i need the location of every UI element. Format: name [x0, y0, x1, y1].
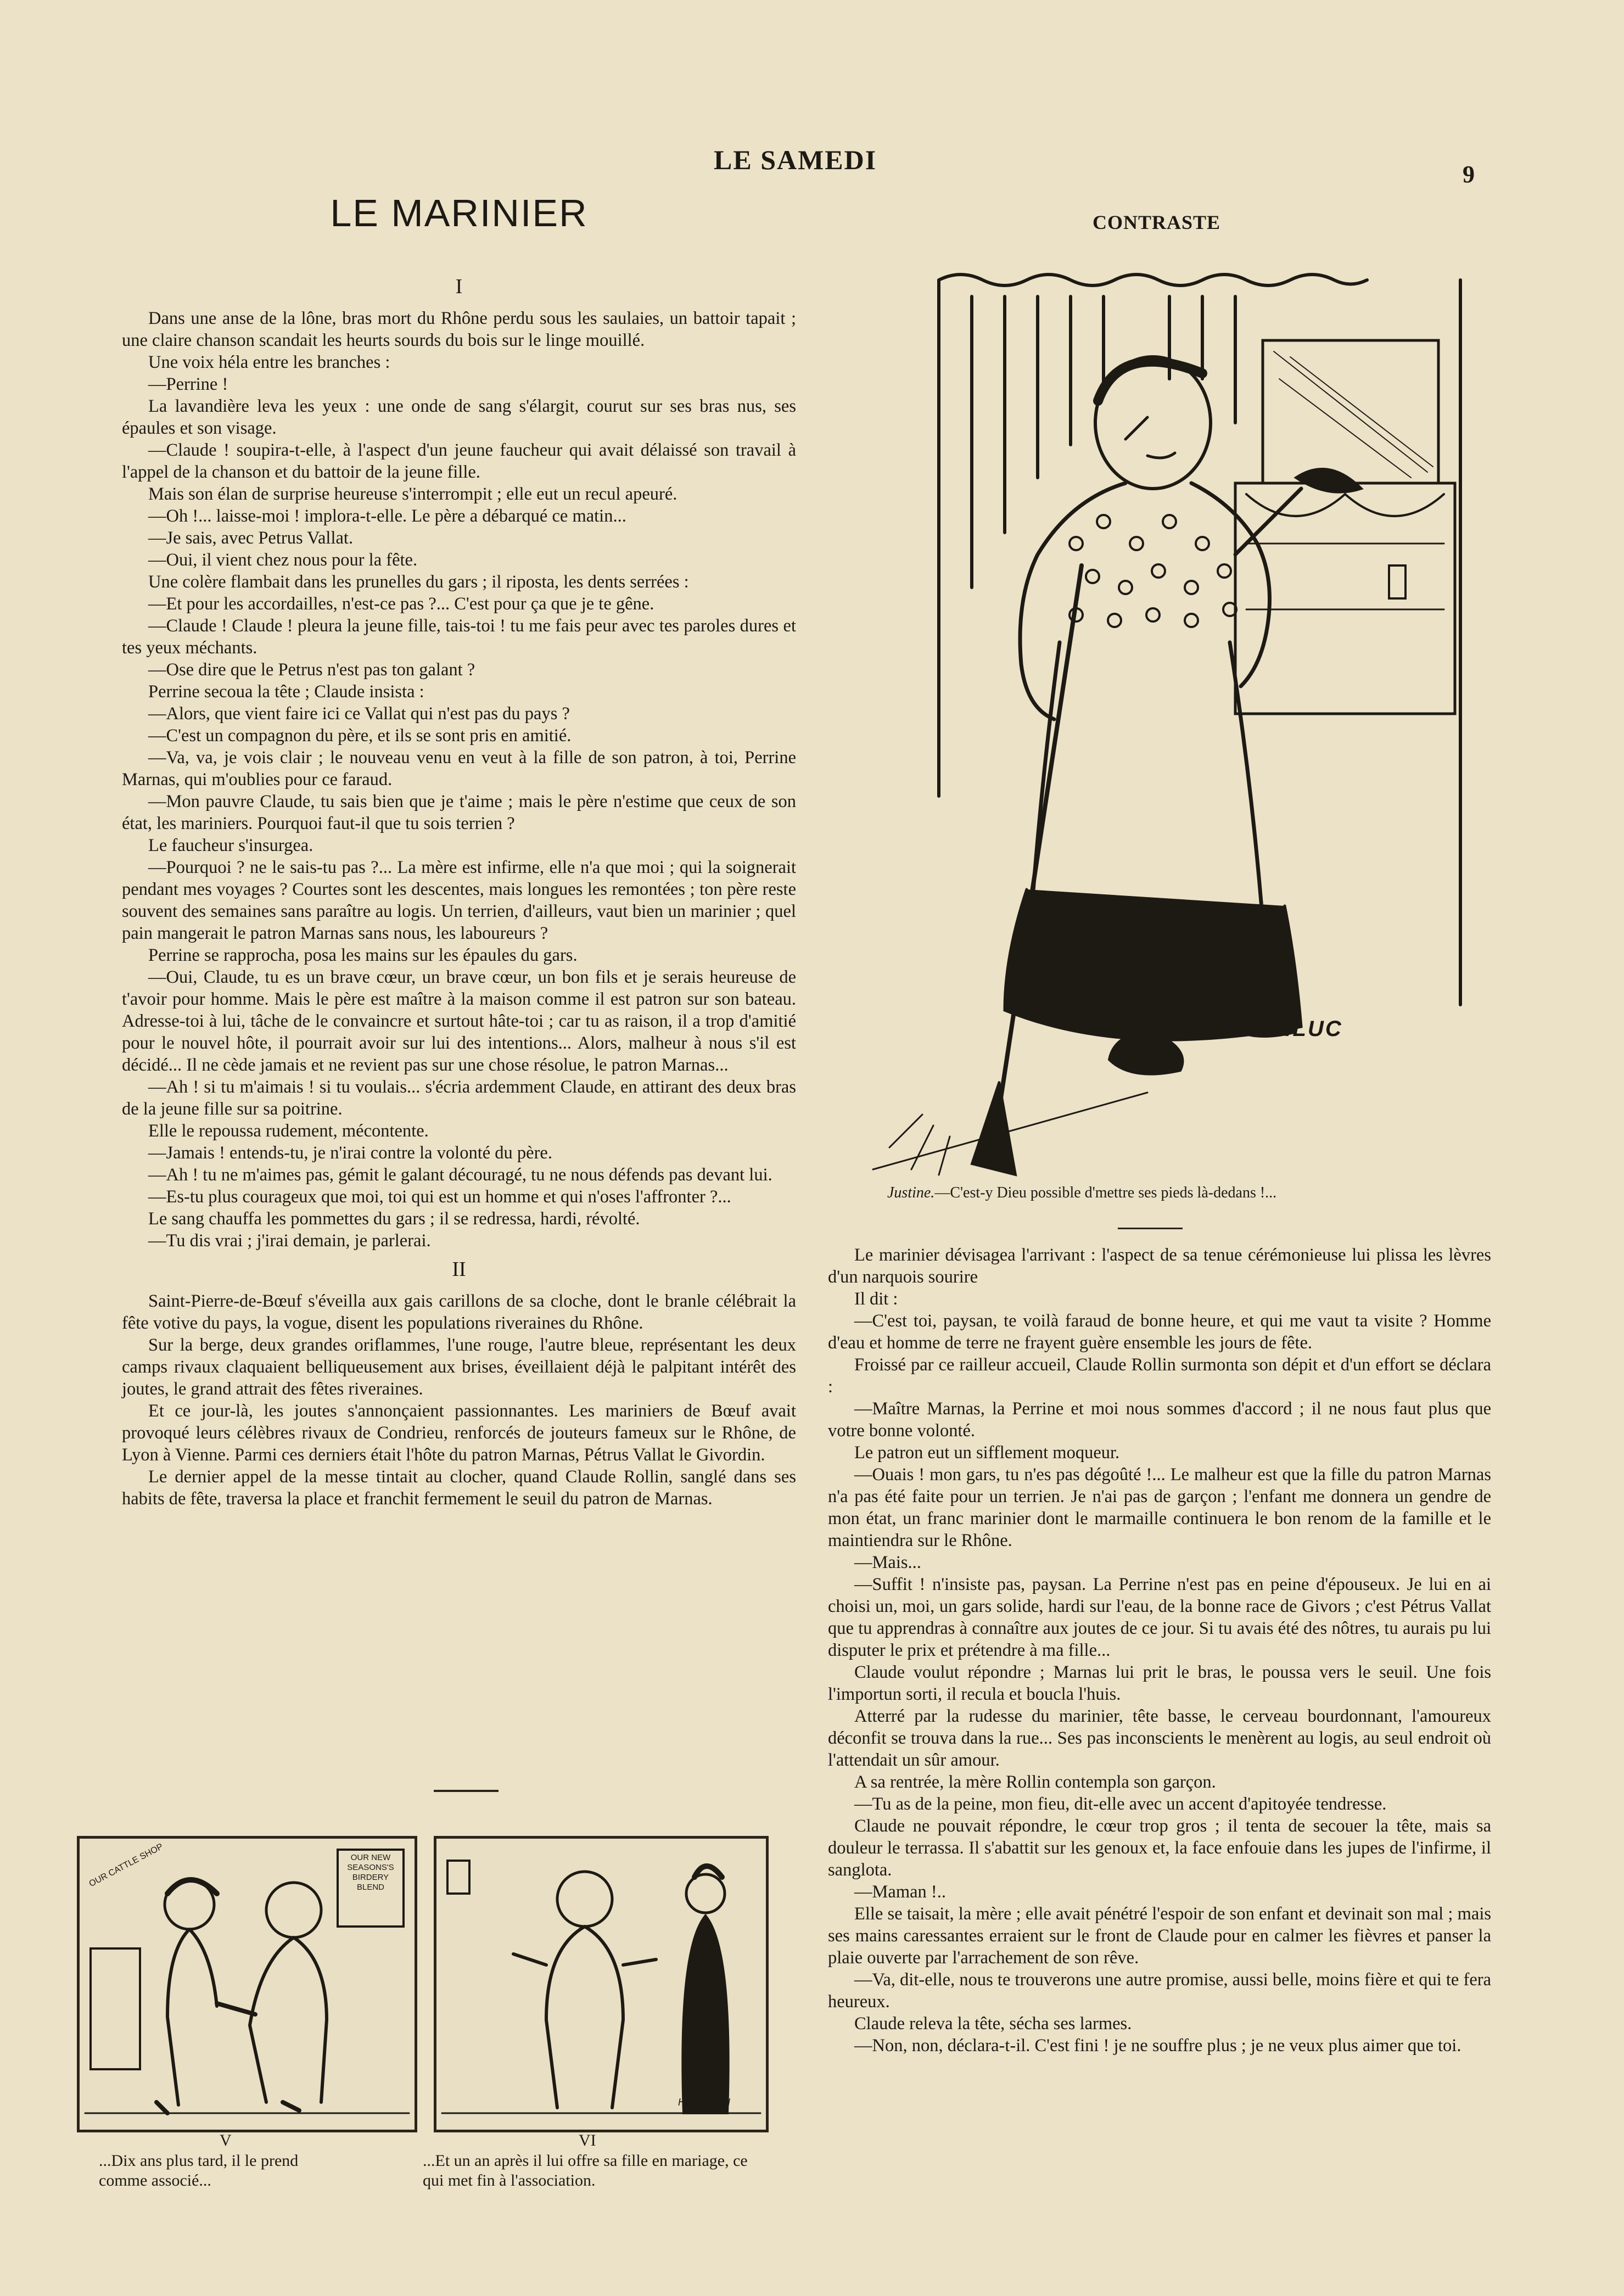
- illustration-title: CONTRASTE: [1093, 211, 1221, 233]
- illustration-caption: [887, 1183, 1497, 1203]
- story-paragraph: —C'est un compagnon du père, et ils se sont pris en amitié.: [148, 726, 572, 746]
- comic-vi-caption: ...Et un an après il lui offre sa fille en mariage, ce qui met fin à l'association.: [423, 2152, 748, 2189]
- comic-v-sign-right: OUR NEW SEASONS'S BIRDERY BLEND: [347, 1853, 394, 1892]
- story-paragraph: Perrine secoua la tête ; Claude insista :: [148, 682, 424, 702]
- story-paragraph: —Mon pauvre Claude, tu sais bien que je t'aime ; mais le père n'estime que ceux de son état, les mariniers. Pourquoi faut-il que tu sois terrien ?: [122, 792, 796, 833]
- story-paragraph: Froissé par ce railleur accueil, Claude Rollin surmonta son dépit et d'un effort se déclara :: [828, 1355, 1491, 1397]
- story-paragraph: —Oui, il vient chez nous pour la fête.: [148, 550, 418, 570]
- story-paragraph: Dans une anse de la lône, bras mort du Rhône perdu sous les saulaies, un battoir tapait ; une claire chanson scandait les heurts sourds du bois sur le linge mouillé.: [122, 309, 796, 350]
- story-paragraph: —Maître Marnas, la Perrine et moi nous sommes d'accord ; il ne nous faut plus que votre bonne volonté.: [828, 1399, 1491, 1441]
- story-paragraph: Atterré par la rudesse du marinier, tête basse, le cerveau bourdonnant, l'amoureux déconfit se trouva dans la rue... Ses pas inconscients le menèrent au logis, au seul endroit où l'attendait un sûr amour.: [828, 1706, 1491, 1770]
- story-paragraph: Le patron eut un sifflement moqueur.: [854, 1443, 1120, 1463]
- story-paragraph: —Jamais ! entends-tu, je n'irai contre la volonté du père.: [148, 1143, 552, 1163]
- story-paragraph: —Claude ! soupira-t-elle, à l'aspect d'un jeune faucheur qui avait délaissé son travail à l'appel de la chanson et du battoir de la jeune fille.: [122, 440, 796, 482]
- story-paragraph: Perrine se rapprocha, posa les mains sur les épaules du gars.: [148, 945, 578, 965]
- story-paragraph: Le sang chauffa les pommettes du gars ; il se redressa, hardi, révolté.: [148, 1209, 640, 1229]
- story-left-column: [122, 269, 796, 1510]
- story-paragraph: —Suffit ! n'insiste pas, paysan. La Perrine n'est pas en peine d'épouseux. Je lui en ai choisi un, moi, un gars solide, hardi sur l'eau, de la bonne race de Givors ; c'est Pétrus Vallat que tu apprendras à connaître aux joutes de ce jour. Si tu avais été des nôtres, tu aurais pu lui disputer le prix et prétendre à ma fille...: [828, 1575, 1491, 1660]
- story-paragraph: —Pourquoi ? ne le sais-tu pas ?... La mère est infirme, elle n'a que moi ; qui la soignerait pendant mes voyages ? Courtes sont les descentes, mais longues les remontées ; ton père reste souvent des semaines sans paraître au logis. Un terrien, d'ailleurs, vaut bien un marinier ; quel pain mangerait le patron Marnas sans nous, les laboureurs ?: [122, 858, 796, 943]
- illustration-rule: [1118, 1228, 1183, 1229]
- story-paragraph: Claude releva la tête, sécha ses larmes.: [854, 2014, 1132, 2034]
- story-paragraph: —Oh !... laisse-moi ! implora-t-elle. Le père a débarqué ce matin...: [148, 506, 626, 526]
- story-paragraph: Sur la berge, deux grandes oriflammes, l'une rouge, l'autre bleue, représentant les deux camps rivaux claquaient belliqueusement aux brises, éveillaient déjà le palpitant intérêt des joutes, le grand attrait des fêtes riveraines.: [122, 1335, 796, 1399]
- story-paragraph: —Tu dis vrai ; j'irai demain, je parlerai.: [148, 1231, 431, 1251]
- story-paragraph: —Je sais, avec Petrus Vallat.: [148, 528, 354, 548]
- illustration-signature: WEILUC: [1246, 1017, 1343, 1041]
- comic-v-sign-left: OUR CATTLE SHOP: [87, 1841, 165, 1889]
- story-paragraph: A sa rentrée, la mère Rollin contempla son garçon.: [854, 1772, 1216, 1792]
- story-right-column: [828, 1244, 1491, 2057]
- story-paragraph: —Tu as de la peine, mon fieu, dit-elle avec un accent d'apitoyée tendresse.: [854, 1794, 1387, 1814]
- section-number: II: [452, 1258, 466, 1281]
- story-paragraph: —Va, dit-elle, nous te trouverons une autre promise, aussi belle, moins fière et qui te fera heureux.: [828, 1970, 1491, 2012]
- journal-title: LE SAMEDI: [714, 144, 877, 175]
- story-paragraph: Elle se taisait, la mère ; elle avait pénétré l'espoir de son enfant et devinait son mal ; mais ses mains caressantes erraient sur le front de Claude pour en calmer les fièvres et panser la plaie ouverte par l'arrachement de son rêve.: [828, 1904, 1491, 1968]
- comic-v-number: V: [220, 2131, 232, 2149]
- story-paragraph: Le marinier dévisagea l'arrivant : l'aspect de sa tenue cérémonieuse lui plissa les lèvres d'un narquois sourire: [828, 1245, 1491, 1287]
- comic-vi-signature: HARRISON: [678, 2097, 731, 2108]
- story-paragraph: —Et pour les accordailles, n'est-ce pas ?... C'est pour ça que je te gêne.: [148, 594, 654, 614]
- comic-vi-number: VI: [579, 2131, 596, 2149]
- contraste-illustration: [840, 258, 1477, 1180]
- comic-panel-v: [77, 1836, 417, 2132]
- story-paragraph: —Mais...: [854, 1553, 921, 1572]
- story-paragraph: Elle le repoussa rudement, mécontente.: [148, 1121, 429, 1141]
- story-paragraph: —Es-tu plus courageux que moi, toi qui est un homme et qui n'oses l'affronter ?...: [148, 1187, 731, 1207]
- story-paragraph: —Non, non, déclara-t-il. C'est fini ! je ne souffre plus ; je ne veux plus aimer que toi.: [854, 2036, 1461, 2056]
- story-paragraph: Saint-Pierre-de-Bœuf s'éveilla aux gais carillons de sa cloche, dont le branle célébrait la fête votive du pays, la vogue, disent les populations riveraines du Rhône.: [122, 1291, 796, 1333]
- story-paragraph: La lavandière leva les yeux : une onde de sang s'élargit, courut sur ses bras nus, ses épaules et son visage.: [122, 396, 796, 438]
- story-paragraph: —Va, va, je vois clair ; le nouveau venu en veut à la fille de son patron, à toi, Perrine Marnas, qui m'oublies pour ce faraud.: [122, 748, 796, 789]
- section-end-rule: [434, 1790, 499, 1792]
- story-paragraph: —C'est toi, paysan, te voilà faraud de bonne heure, et qui me vaut ta visite ? Homme d'eau et homme de terre ne frayent guère ensemble les jours de fête.: [828, 1311, 1491, 1353]
- illustration-caption-text: —C'est-y Dieu possible d'mettre ses pieds là-dedans !...: [934, 1184, 1277, 1201]
- story-paragraph: Le dernier appel de la messe tintait au clocher, quand Claude Rollin, sanglé dans ses habits de fête, traversa la place et franchit fermement le seuil du patron de Marnas.: [122, 1467, 796, 1509]
- story-paragraph: —Ose dire que le Petrus n'est pas ton galant ?: [148, 660, 475, 680]
- story-paragraph: Claude ne pouvait répondre, le cœur trop gros ; il tenta de secouer la tête, mais sa douleur le terrassa. Il s'abattit sur les genoux et, la face enfouie dans les jupes de l'infirme, il sanglota.: [828, 1816, 1491, 1880]
- story-paragraph: —Perrine !: [148, 374, 228, 394]
- section-number: I: [455, 275, 463, 298]
- story-paragraph: —Ah ! tu ne m'aimes pas, gémit le galant découragé, tu ne nous défends pas devant lui.: [148, 1165, 772, 1185]
- comic-panel-vi: [434, 1836, 769, 2132]
- story-paragraph: Une colère flambait dans les prunelles du gars ; il riposta, les dents serrées :: [148, 572, 689, 592]
- story-paragraph: —Ah ! si tu m'aimais ! si tu voulais... s'écria ardemment Claude, en attirant des deux bras de la jeune fille sur sa poitrine.: [122, 1077, 796, 1119]
- story-paragraph: Et ce jour-là, les joutes s'annonçaient passionnantes. Les mariniers de Bœuf avait provoqué leurs célèbres rivaux de Condrieu, renforcés de jouteurs fameux sur le Rhône, de Lyon à Vienne. Parmi ces derniers était l'hôte du patron Marnas, Pétrus Vallat le Givordin.: [122, 1401, 796, 1465]
- story-paragraph: —Ouais ! mon gars, tu n'es pas dégoûté !... Le malheur est que la fille du patron Marnas n'a pas été faite pour un terrien. Je n'ai pas de garçon ; l'enfant me donnera un gendre de mon état, un franc marinier dont le marmaille continuera le bon renom de la famille et le maintiendra sur le Rhône.: [828, 1465, 1491, 1550]
- story-paragraph: —Alors, que vient faire ici ce Vallat qui n'est pas du pays ?: [148, 704, 570, 724]
- story-paragraph: Claude voulut répondre ; Marnas lui prit le bras, le poussa vers le seuil. Une fois l'importun sorti, il recula et boucla l'huis.: [828, 1662, 1491, 1704]
- story-paragraph: Il dit :: [854, 1289, 898, 1309]
- story-paragraph: —Claude ! Claude ! pleura la jeune fille, tais-toi ! tu me fais peur avec tes paroles dures et tes yeux méchants.: [122, 616, 796, 658]
- story-paragraph: —Oui, Claude, tu es un brave cœur, un brave cœur, un bon fils et je serais heureuse de t'avoir pour homme. Mais le père est maître à la maison comme il est patron sur son bateau. Adresse-toi à lui, tâche de le convaincre et surtout hâte-toi ; car tu as raison, il a trop d'amitié pour le nouvel hôte, il pourrait avoir sur lui des intentions... Alors, malheur à nous s'il est décidé... Il ne cède jamais et ne revient pas sur une chose résolue, le patron Marnas...: [122, 967, 796, 1075]
- story-paragraph: Le faucheur s'insurgea.: [148, 836, 313, 855]
- page-number: 9: [1463, 161, 1475, 188]
- story-paragraph: Une voix héla entre les branches :: [148, 352, 390, 372]
- comic-v-caption: ...Dix ans plus tard, il le prend comme associé...: [99, 2152, 299, 2189]
- story-paragraph: —Maman !..: [854, 1882, 946, 1902]
- story-title: LE MARINIER: [330, 192, 588, 234]
- story-paragraph: Mais son élan de surprise heureuse s'interrompit ; elle eut un recul apeuré.: [148, 484, 677, 504]
- illustration-caption-name: Justine.: [887, 1184, 935, 1201]
